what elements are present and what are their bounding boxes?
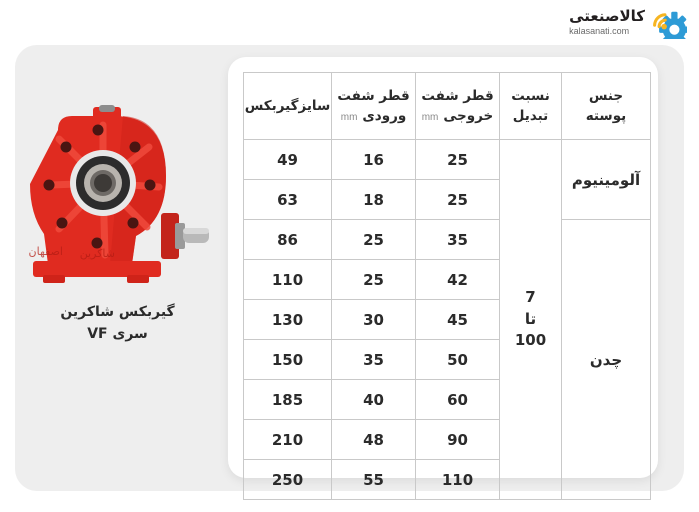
cell-gearbox-size: 250 <box>244 460 332 500</box>
cell-gearbox-size: 210 <box>244 420 332 460</box>
product-caption <box>60 302 174 345</box>
cell-output-shaft: 50 <box>416 340 500 380</box>
svg-text:اصفهان: اصفهان <box>28 245 63 258</box>
svg-text:شاکرین: شاکرین <box>79 247 115 260</box>
table-header-row <box>244 73 651 140</box>
brand-text <box>569 9 645 36</box>
cell-output-shaft: 45 <box>416 300 500 340</box>
header-output-shaft-l1: قطر شفت <box>421 87 494 104</box>
specifications-table <box>243 72 651 500</box>
cell-gearbox-size: 150 <box>244 340 332 380</box>
header-output-shaft-unit: mm <box>421 112 439 123</box>
header-housing-material <box>562 73 651 140</box>
cell-input-shaft: 30 <box>332 300 416 340</box>
ratio-from: 7 <box>525 287 536 306</box>
cell-output-shaft: 110 <box>416 460 500 500</box>
brand-header <box>569 6 687 39</box>
cell-output-shaft: 90 <box>416 420 500 460</box>
header-output-shaft <box>416 73 500 140</box>
ratio-separator: تا <box>524 309 537 328</box>
cell-output-shaft: 25 <box>416 180 500 220</box>
header-ratio <box>500 73 562 140</box>
cell-material-aluminium: آلومینیوم <box>562 140 651 220</box>
table-body <box>244 140 651 500</box>
cell-gearbox-size: 49 <box>244 140 332 180</box>
cell-input-shaft: 55 <box>332 460 416 500</box>
brand-url: kalasanati.com <box>569 26 630 36</box>
header-housing-material-l1: جنس <box>588 87 624 104</box>
header-gearbox-size: سایزگیربکس <box>244 73 332 140</box>
cell-gearbox-size: 110 <box>244 260 332 300</box>
cell-output-shaft: 25 <box>416 140 500 180</box>
cell-input-shaft: 35 <box>332 340 416 380</box>
cell-output-shaft: 42 <box>416 260 500 300</box>
cell-material-cast-iron: چدن <box>562 220 651 500</box>
table-row <box>244 140 651 180</box>
header-ratio-l2: تبدیل <box>512 108 549 124</box>
product-caption-line1: گیربکس شاکرین <box>60 304 175 320</box>
cell-input-shaft: 48 <box>332 420 416 460</box>
header-ratio-l1: نسبت <box>511 87 550 104</box>
header-input-shaft-l1: قطر شفت <box>337 87 410 104</box>
header-output-shaft-l2: خروجی <box>443 108 494 124</box>
cell-gearbox-size: 86 <box>244 220 332 260</box>
gear-wifi-icon <box>651 6 687 39</box>
worm-gearbox-image <box>23 95 213 290</box>
table-row <box>244 220 651 260</box>
header-input-shaft-l2: ورودی <box>362 108 407 124</box>
cell-input-shaft: 18 <box>332 180 416 220</box>
cell-input-shaft: 40 <box>332 380 416 420</box>
cell-gearbox-size: 130 <box>244 300 332 340</box>
header-input-shaft-unit: mm <box>340 112 358 123</box>
cell-input-shaft: 25 <box>332 220 416 260</box>
brand-name: کالاصنعتی <box>569 7 645 25</box>
header-housing-material-l2: پوسته <box>585 108 627 124</box>
product-caption-line2: سری VF <box>87 325 148 342</box>
cell-gearbox-size: 63 <box>244 180 332 220</box>
cell-input-shaft: 25 <box>332 260 416 300</box>
product-block <box>15 95 220 415</box>
cell-output-shaft: 60 <box>416 380 500 420</box>
cell-ratio-range <box>500 140 562 500</box>
cell-gearbox-size: 185 <box>244 380 332 420</box>
ratio-to: 100 <box>514 331 547 350</box>
header-input-shaft <box>332 73 416 140</box>
cell-output-shaft: 35 <box>416 220 500 260</box>
cell-input-shaft: 16 <box>332 140 416 180</box>
